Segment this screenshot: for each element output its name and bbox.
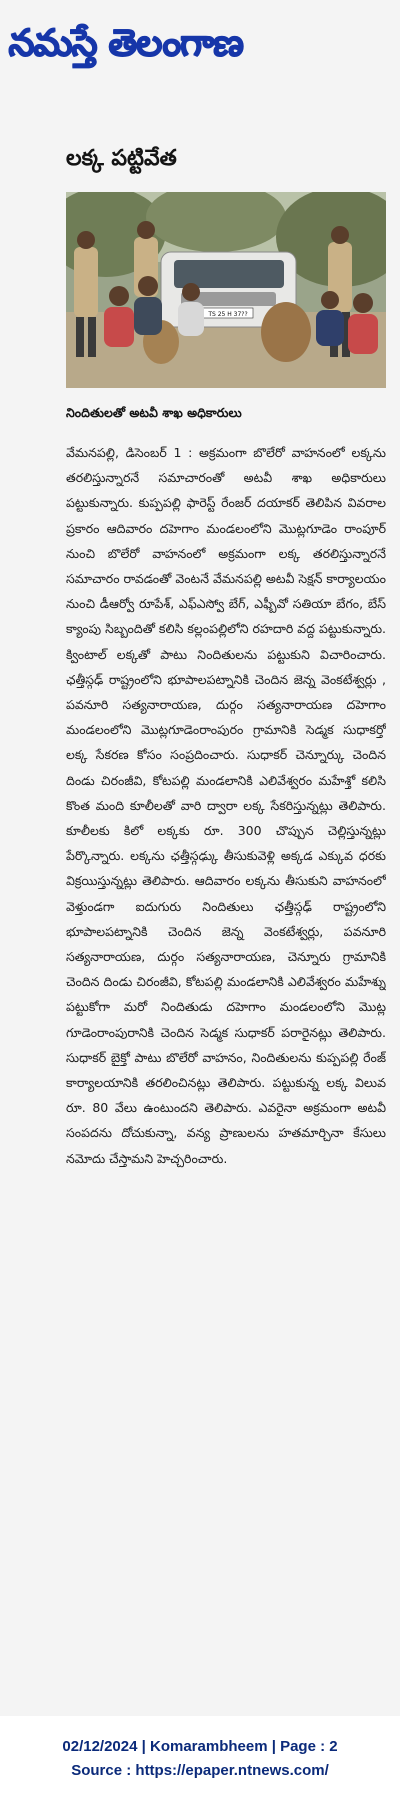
vehicle-plate: TS 25 H 37?? (208, 311, 248, 318)
masthead (8, 4, 390, 86)
footer-date-edition-page: 02/12/2024 | Komarambheem | Page : 2 (62, 1738, 338, 1755)
photo-illustration (66, 192, 386, 388)
photo-caption: నిందితులతో అటవీ శాఖ అధికారులు (66, 405, 242, 420)
article-headline: లక్క పట్టివేత (66, 146, 177, 171)
article-photo (66, 192, 386, 388)
footer-source: Source : https://epaper.ntnews.com/ (71, 1762, 329, 1779)
article-body: వేమనపల్లి, డిసెంబర్ 1 : అక్రమంగా బొలేరో వాహనంలో లక్కను తరలిస్తున్నారనే సమాచారంతో అటవీ శాఖ అధికారులు పట్టుకున్నారు. కుప్పపల్లి ఫారెస్ట్ రేంజర్ దయాకర్ తెలిపిన వివరాల ప్రకారం ఆదివారం దహెగాం మండలంలోని మొట్లగూడెం రాంపూర్ నుంచి బొలేరో వాహనంలో అక్రమంగా లక్క తరలిస్తున్నారనే సమాచారం రావడంతో వెంటనే వేమనపల్లి అటవీ సెక్షన్ కార్యాలయం నుంచి డీఆర్వో రూపేశ్, ఎఫ్ఎస్వో బేగ్, ఎఫ్బీవో సతియా బేగం, బేస్ క్యాంపు సిబ్బందితో కలిసి కల్లంపల్లిలోని రహదారి వద్ద పట్టుకున్నారు. క్వింటాల్ లక్కతో పాటు నిందితులను పట్టుకుని విచారించారు. ఛత్తీస్గఢ్ రాష్ట్రంలోని భూపాలపట్నానికి చెందిన జెన్న వెంకటేశ్వర్లు , పవనూరి సత్యనారాయణ, దుర్గం సత్యనారాయణ దహెగాం మండలంలోని మొట్లగూడెంరాంపురం గ్రామానికి సెడ్మక సుధాకర్తో లక్క సేకరణ కోసం సంప్రదించారు. సుధాకర్ చెన్నూర్కు చెందిన దిండు చిరంజీవి, కోటపల్లి మండలానికి ఎలివేశ్వరం మహేశ్తో కలిసి కొంత మంది కూలీలతో వారి ద్వారా లక్క సేకరిస్తున్నట్లు తెలిపారు. కూలీలకు కిలో లక్కకు రూ. 300 చొప్పున చెల్లిస్తున్నట్లు పేర్కొన్నారు. లక్కను ఛత్తీస్గఢ్కు తీసుకువెళ్లి అక్కడ ఎక్కువ ధరకు విక్రయిస్తున్నట్లు తెలిపారు. ఆదివారం లక్కను తీసుకుని వాహనంలో వెళ్తుండగా ఐదుగురు నిందితులు ఛత్తీస్గఢ్ రాష్ట్రంలోని భూపాలపట్నానికి చెందిన జెన్న వెంకటేశ్వర్లు, పవనూరి సత్యనారాయణ, దుర్గం సత్యనారాయణ, చెన్నూరు గ్రామానికి చెందిన దిండు చిరంజీవి, కోటపల్లి మండలానికి ఎలివేశ్వరం మహేశ్ను పట్టుకోగా మరో నిందితుడు దహెగాం మండలంలోని మొట్ల గూడెంరాంపురానికి చెందిన సెడ్మక సుధాకర్ పరారైనట్లు తెలిపారు. సుధాకర్ బైక్తో పాటు బొలేరో వాహనం, నిందితులను కుప్పపల్లి రేంజ్ కార్యాలయానికి తరలించినట్లు తెలిపారు. పట్టుకున్న లక్క విలువ రూ. 80 వేలు ఉంటుందని తెలిపారు. ఎవరైనా అక్రమంగా అటవీ సంపదను దోచుకున్నా, వన్య ప్రాణులను హతమార్చినా కేసులు నమోదు చేస్తామని హెచ్చరించారు. (66, 445, 386, 1166)
masthead-title: నమస్తే తెలంగాణ (8, 20, 243, 64)
